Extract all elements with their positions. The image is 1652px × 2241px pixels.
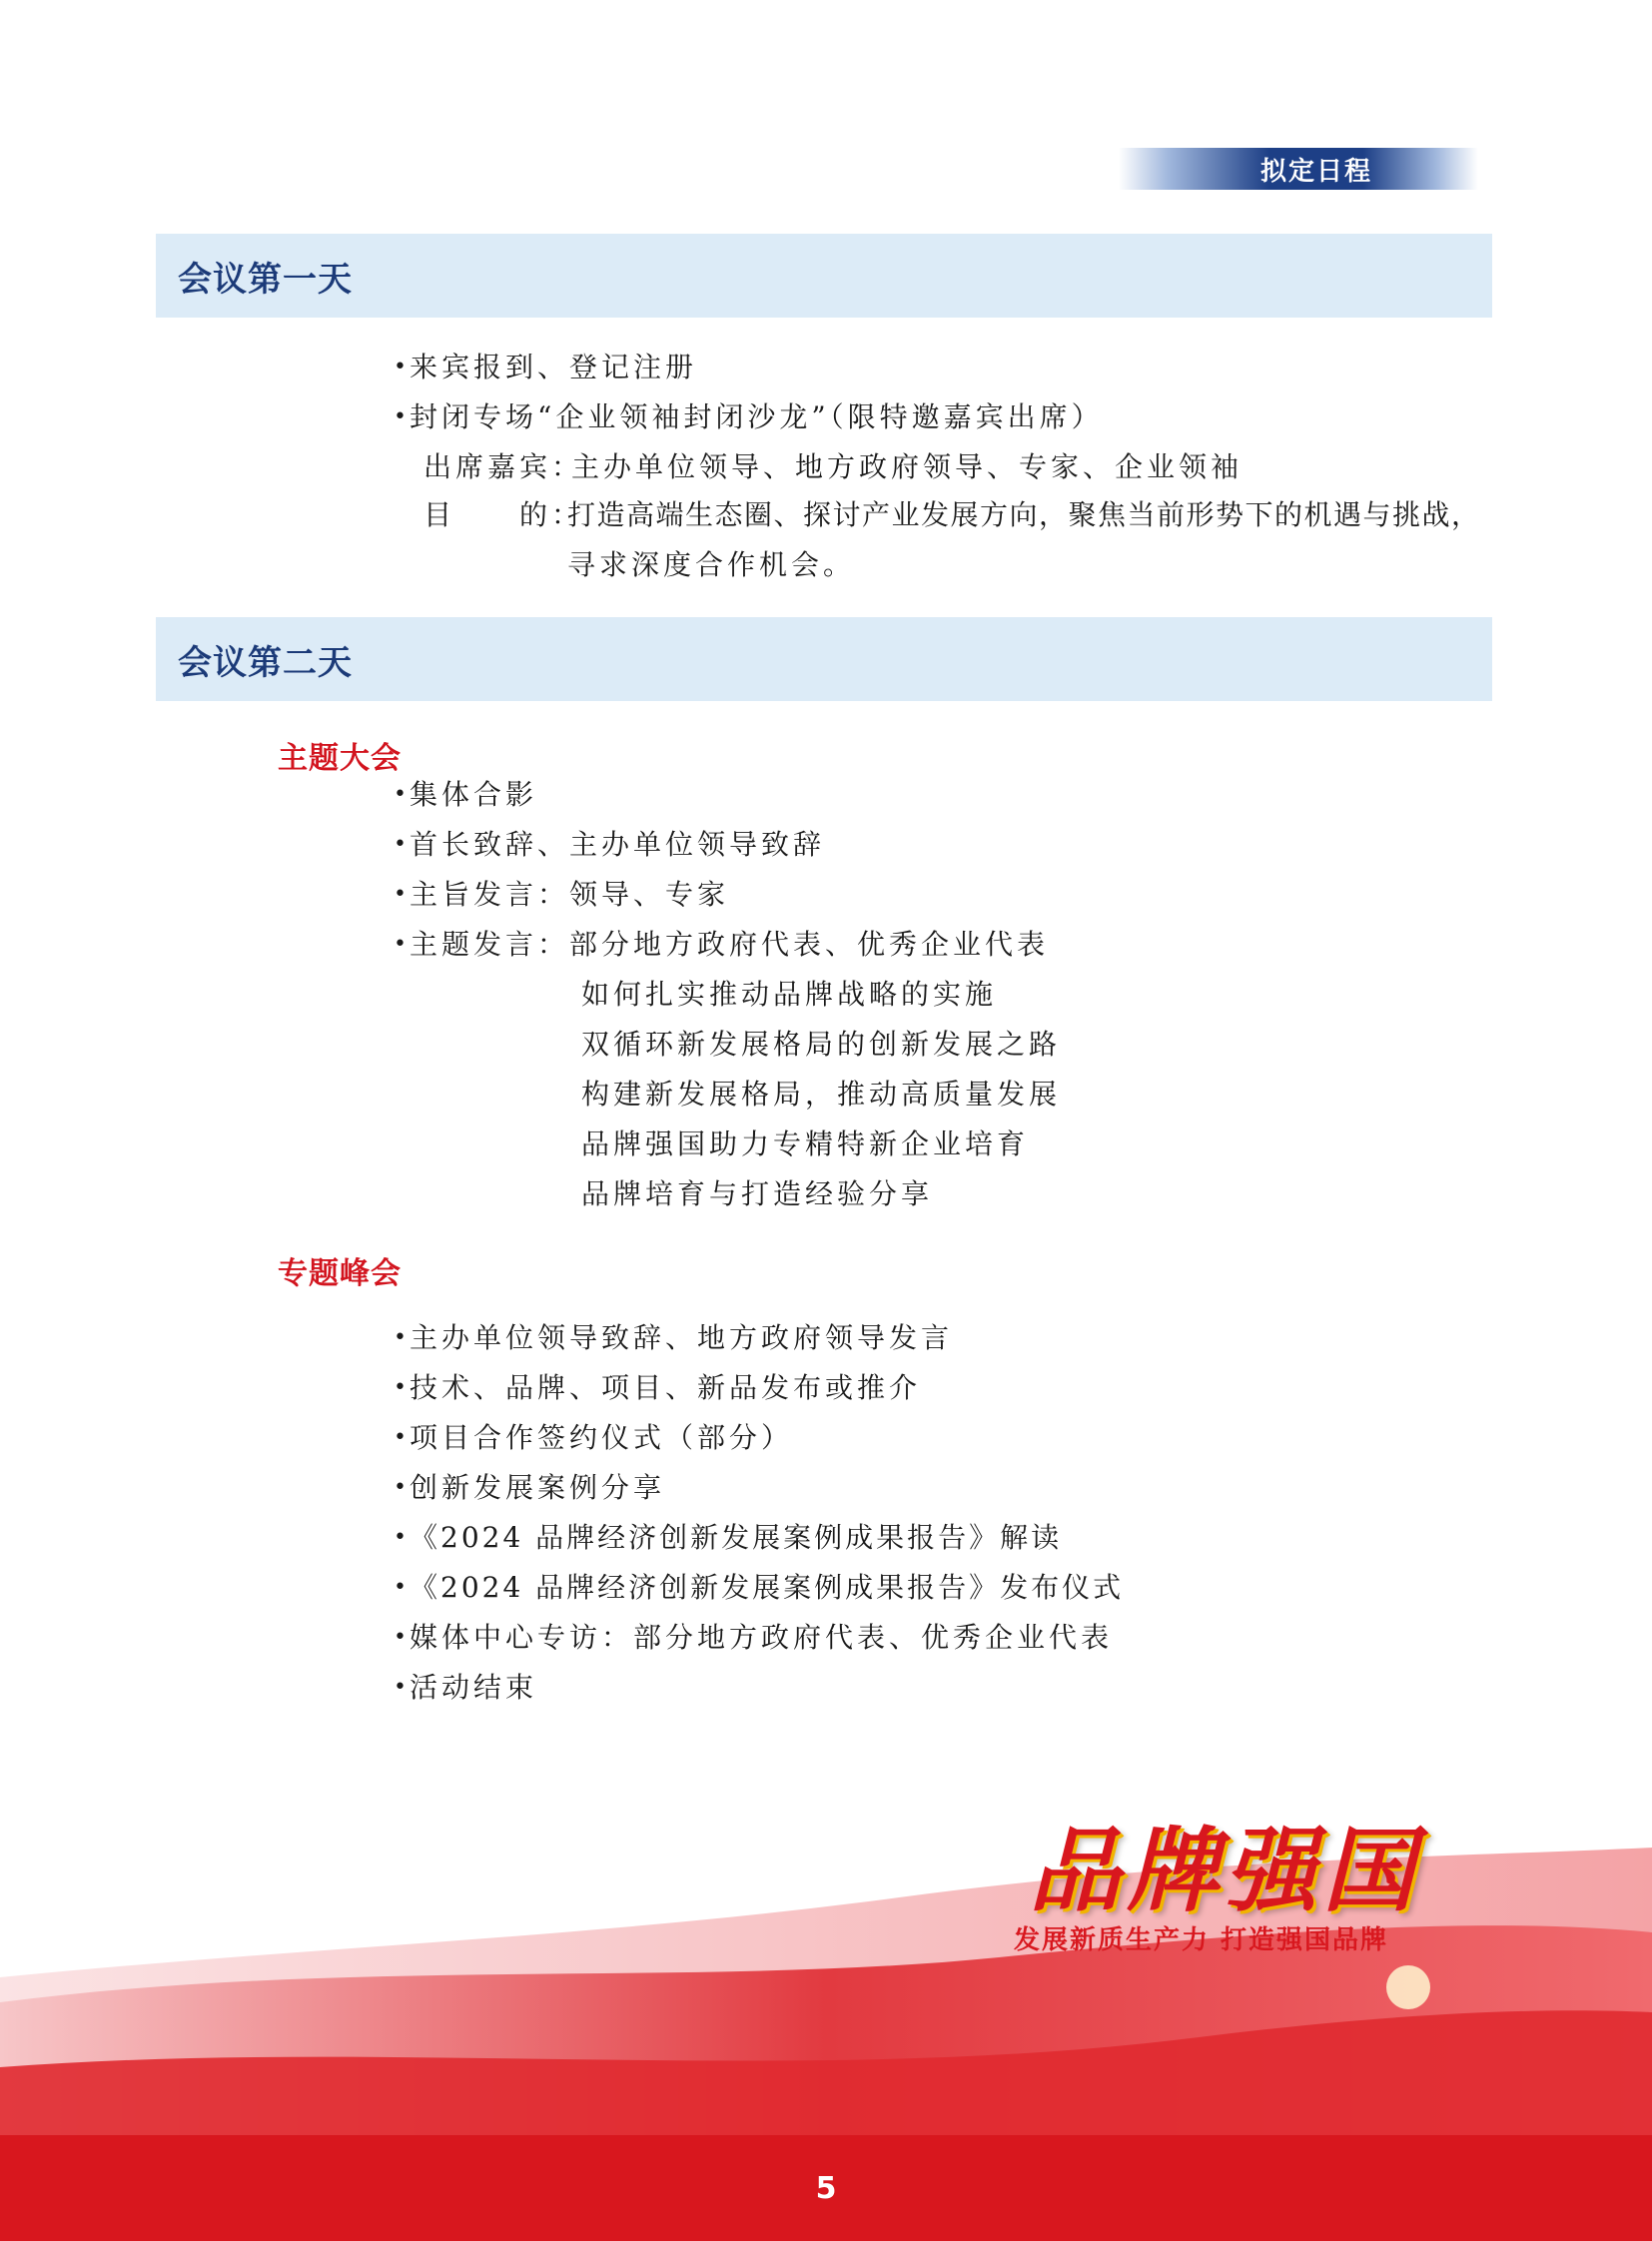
plenary-bullet: • 集体合影 <box>410 775 537 815</box>
day2-header-band <box>156 617 1492 701</box>
day2-title: 会议第二天 <box>178 642 353 683</box>
summit-bullet: • 项目合作签约仪式（部分） <box>410 1418 793 1458</box>
plenary-topic: 品牌培育与打造经验分享 <box>581 1177 934 1210</box>
summit-bullet: • 《2024 品牌经济创新发展案例成果报告》发布仪式 <box>410 1568 1124 1608</box>
purpose-label: 目 的： <box>423 498 584 531</box>
plenary-topic: 品牌强国助力专精特新企业培育 <box>581 1127 1030 1160</box>
summit-bullet: • 活动结束 <box>410 1668 537 1708</box>
day1-bullet: • 封闭专场“企业领袖封闭沙龙”（限特邀嘉宾出席） <box>410 397 1104 437</box>
footer-bar <box>0 2135 1652 2241</box>
plenary-title: 主题大会 <box>278 741 402 776</box>
summit-bullet: • 《2024 品牌经济创新发展案例成果报告》解读 <box>410 1518 1062 1558</box>
plenary-topic: 构建新发展格局，推动高质量发展 <box>581 1078 1062 1111</box>
plenary-bullet: • 首长致辞、主办单位领导致辞 <box>410 825 825 865</box>
day1-title: 会议第一天 <box>178 259 353 300</box>
section-tab <box>1119 148 1478 190</box>
plenary-bullet: • 主题发言：部分地方政府代表、优秀企业代表 <box>410 925 1049 965</box>
day1-bullet: • 来宾报到、登记注册 <box>410 348 697 387</box>
page-number: 5 <box>815 2170 837 2206</box>
guests-value: 主办单位领导、地方政府领导、专家、企业领袖 <box>571 450 1243 483</box>
summit-bullet: • 主办单位领导致辞、地方政府领导发言 <box>410 1318 953 1358</box>
summit-bullet: • 媒体中心专访：部分地方政府代表、优秀企业代表 <box>410 1618 1113 1658</box>
plenary-topic: 双循环新发展格局的创新发展之路 <box>581 1028 1062 1061</box>
plenary-topic: 如何扎实推动品牌战略的实施 <box>581 978 998 1011</box>
purpose-line-1: 打造高端生态圈、探讨产业发展方向，聚焦当前形势下的机遇与挑战， <box>567 498 1481 531</box>
summit-title: 专题峰会 <box>278 1256 402 1291</box>
brand-slogan: 发展新质生产力 打造强国品牌 <box>1014 1925 1389 1955</box>
day1-header-band <box>156 234 1492 318</box>
summit-bullet: • 创新发展案例分享 <box>410 1468 665 1508</box>
brand-logo <box>1029 1798 1420 1929</box>
section-tab-label: 拟定日程 <box>1259 156 1372 187</box>
guests-label: 出席嘉宾： <box>423 450 584 483</box>
summit-bullet: • 技术、品牌、项目、新品发布或推介 <box>410 1368 921 1408</box>
plenary-bullet: • 主旨发言：领导、专家 <box>410 875 729 915</box>
purpose-line-2: 寻求深度合作机会。 <box>567 548 856 581</box>
brand-logo-text: 品牌强国 <box>1029 1817 1421 1924</box>
